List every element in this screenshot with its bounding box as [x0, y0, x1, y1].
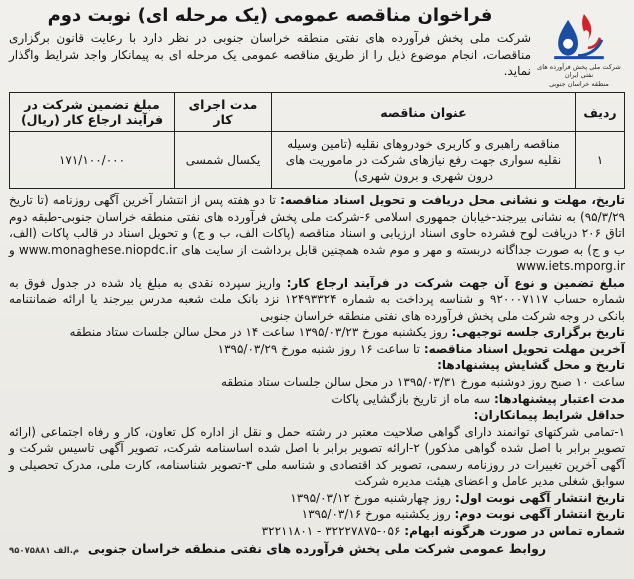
col-header-title: عنوان مناقصه	[272, 93, 576, 132]
deadline-label: تاریخ، مهلت و نشانی محل دریافت و تحویل اسناد مناقصه:	[280, 193, 625, 207]
table-header-row	[10, 93, 625, 132]
deadline-sites: www.monaghese.niopdc.ir و www.iets.mporg.ir	[9, 242, 625, 274]
cell-guarantee: ۱۷۱/۱۰۰/۰۰۰	[10, 132, 175, 189]
first-publication-paragraph	[9, 490, 625, 507]
opening-text-line	[9, 374, 625, 391]
flame-drop-logo-icon	[548, 10, 610, 62]
submission-paragraph	[9, 341, 625, 358]
opening-text: ساعت ۱۰ صبح روز دوشنبه مورخ ۱۳۹۵/۰۳/۳۱ در محل سالن جلسات ستاد منطقه	[221, 375, 625, 390]
contact-paragraph	[9, 523, 625, 540]
opening-label: تاریخ و محل گشایش پیشنهادها:	[437, 358, 625, 373]
notice-header	[9, 6, 625, 88]
briefing-paragraph	[9, 324, 625, 341]
opening-label-line	[9, 357, 625, 374]
table-row	[10, 132, 625, 189]
col-header-row-number: ردیف	[576, 93, 625, 132]
col-header-guarantee: مبلغ تضمین شرکت در فرآیند ارجاع کار (ریال)	[10, 93, 175, 132]
submission-text: تا ساعت ۱۶ روز شنبه مورخ ۱۳۹۵/۰۳/۲۹	[217, 341, 420, 356]
validity-label: مدت اعتبار پیشنهادها:	[493, 391, 625, 406]
heading-block	[9, 6, 531, 80]
briefing-text: روز یکشنبه مورخ ۱۳۹۵/۰۳/۲۳ ساعت ۱۴ در محل سالن جلسات ستاد منطقه	[69, 325, 448, 340]
second-publication-label: تاریخ انتشار آگهی نوبت دوم:	[454, 507, 625, 522]
tender-table	[9, 92, 625, 189]
first-publication-label: تاریخ انتشار آگهی نوبت اول:	[454, 490, 625, 505]
validity-paragraph	[9, 391, 625, 408]
reference-code: م.الف ۹۵۰۷۵۸۸۱	[9, 546, 80, 557]
logo-caption-region: منطقه خراسان جنوبی	[549, 79, 609, 88]
col-header-duration: مدت اجرای کار	[175, 93, 272, 132]
deadline-text: تا دو هفته پس از انتشار آخرین آگهی روزنامه (تا تاریخ ۹۵/۳/۲۹) به نشانی بیرجند-خیابان جمهوری اسلامی ۶-شرکت ملی پخش فرآورده های نفتی منطقه خراسان جنوبی-طبقه دوم اتاق ۲۰۶ دریافت لوح فشرده حاوی اسناد ارزیابی و اسناد مناقصه (پاکات الف، ب و ج) و تحویل اسناد در قالب پاکات (الف، ب و ج) به صورت جداگانه دربسته و مهر و موم شده همچنین قابل برداشت از سایت های	[9, 193, 625, 257]
briefing-label: تاریخ برگزاری جلسه توجیهی:	[451, 325, 625, 340]
company-logo	[533, 10, 625, 88]
second-publication-paragraph	[9, 506, 625, 523]
requirements-label-line	[9, 407, 625, 424]
requirements-label: حداقل شرایط پیمانکاران:	[473, 408, 625, 423]
cell-title: مناقصه راهبری و کاربری خودروهای نقلیه (تامین وسیله نقلیه سواری جهت رفع نیازهای شرکت در ماموریت های درون شهری و برون شهری)	[272, 132, 576, 189]
notice-footer	[9, 541, 625, 556]
cell-duration: یکسال شمسی	[175, 132, 272, 189]
contact-label: شماره تماس در صورت هرگونه ابهام:	[404, 523, 625, 538]
guarantee-label: مبلغ تضمین و نوع آن جهت شرکت در فرآیند ارجاع کار:	[286, 275, 626, 290]
requirements-text: ۱-تمامی شرکتهای توانمند دارای گواهی صلاحیت معتبر در رشته حمل و نقل از اداره کل تعاون، کار و رفاه اجتماعی (ارائه تصویر برابر با اصل شده گواهی مذکور) ۲-ارائه تصویر برابر با اصل شده اساسنامه شرکت، تصویر آگهی تاسیس شرکت و آگهی آخرین تغییرات در روزنامه رسمی، تصویر کد اقتصادی و شناسه ملی ۳-تصویر شناسنامه، کارت ملی، مدرک تحصیلی و سوابق شغلی مدیر عامل و اعضای هیئت مدیره شرکت	[9, 424, 625, 489]
cell-row-number: ۱	[576, 132, 625, 189]
guarantee-paragraph	[9, 275, 625, 325]
requirements-text-line	[9, 424, 625, 490]
guarantee-text: واریز سپرده نقدی به مبلغ یاد شده در جدول فوق به شماره حساب ۹۲۰۰۰۷۱۱۷ و شناسه پرداخت به شماره ۱۲۴۹۳۳۲۴ نزد بانک ملت شعبه مدرس بیرجند یا ارائه ضمانتنامه بانکی در وجه شرکت ملی پخش فرآورده های نفتی منطقه خراسان جنوبی	[9, 275, 625, 323]
second-publication-text: روز یکشنبه مورخ ۱۳۹۵/۰۳/۱۶	[301, 507, 451, 522]
submission-label: آخرین مهلت تحویل اسناد مناقصه:	[423, 341, 625, 356]
deadline-paragraph	[9, 192, 625, 275]
notice-title: فراخوان مناقصه عمومی (یک مرحله ای) نوبت دوم	[47, 5, 493, 26]
notice-intro: شرکت ملی پخش فرآورده های نفتی منطقه خراسان جنوبی در نظر دارد با رعایت قانون برگزاری مناقصات، انجام موضوع ذیل را از طریق مناقصه عمومی یک مرحله ای به پیمانکار واجد شرایط واگذار نماید.	[9, 30, 531, 79]
logo-caption-company: شرکت ملی پخش فرآورده های نفتی ایران	[537, 62, 621, 79]
publisher-line: روابط عمومی شرکت ملی پخش فرآورده های نفتی منطقه خراسان جنوبی	[87, 541, 547, 557]
contact-text: ۰۵۶-۳۲۲۲۷۸۷۵ - ۳۲۲۱۱۸۰۱	[261, 523, 401, 538]
first-publication-text: روز چهارشنبه مورخ ۱۳۹۵/۰۳/۱۲	[290, 490, 452, 505]
validity-text: سه ماه از تاریخ بازگشایی پاکات	[331, 391, 491, 406]
notice-body	[9, 192, 625, 539]
